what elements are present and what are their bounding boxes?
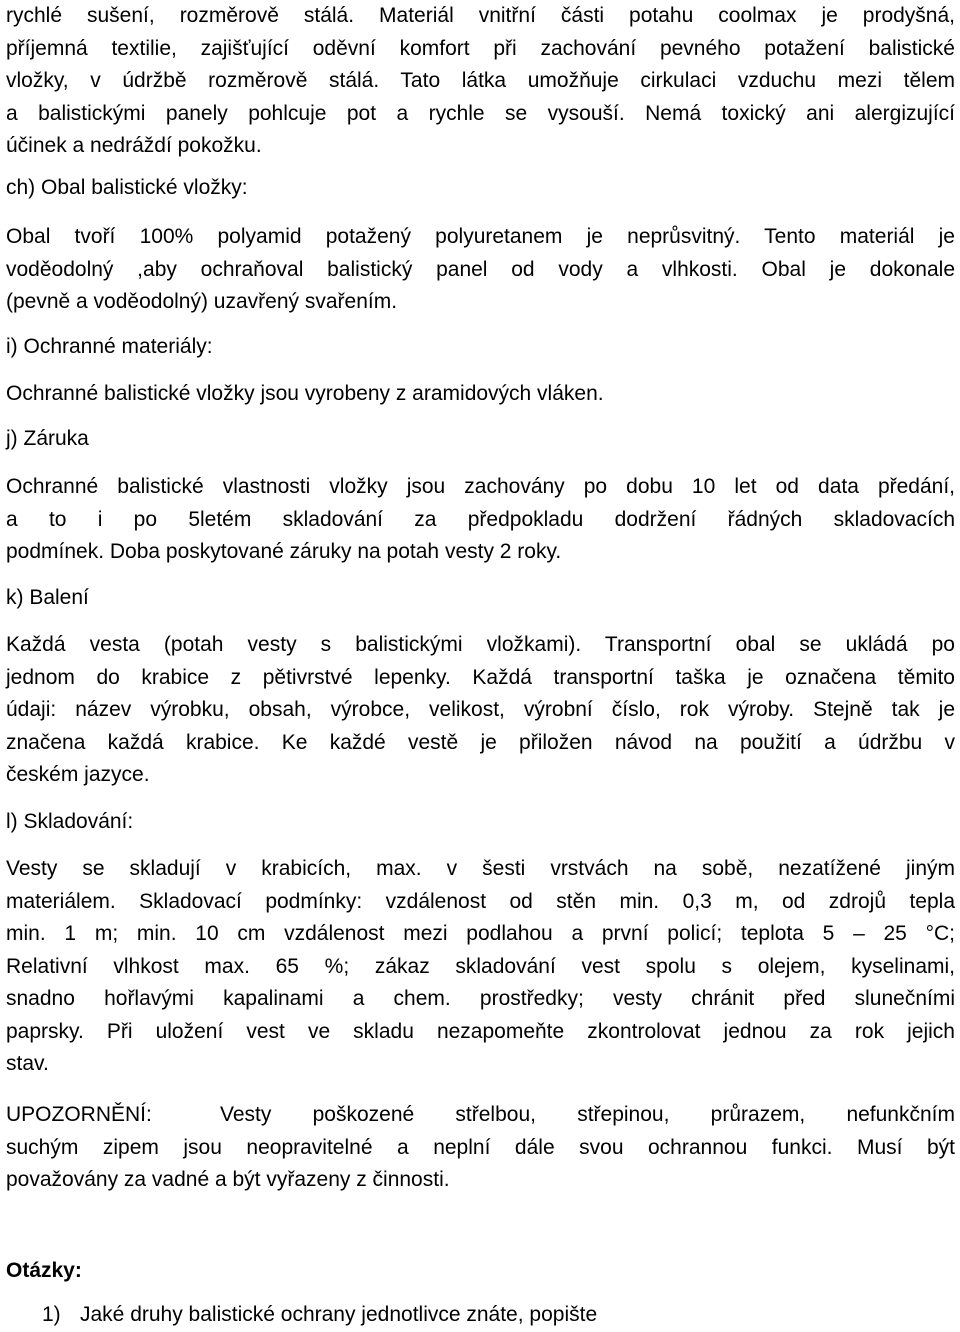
paragraph-line: (pevně a voděodolný) uzavřený svařením.	[6, 290, 398, 313]
paragraph-line: Obal tvoří 100% polyamid potažený polyuretanem je neprůsvitný. Tento materiál je	[6, 225, 955, 248]
section-heading-skladovani: l) Skladování:	[6, 810, 134, 833]
paragraph-line: vložky, v údržbě rozměrově stálá. Tato látka umožňuje cirkulaci vzduchu mezi tělem	[6, 69, 955, 92]
warning-first-text: Vesty poškozené střelbou, střepinou, průrazem, nefunkčním	[220, 1103, 955, 1126]
warning-first-line	[6, 1099, 955, 1132]
question-text: Jaké druhy balistické ochrany jednotlivce znáte, popište	[80, 1303, 598, 1326]
section-paragraph-skladovani	[6, 853, 955, 1081]
paragraph-line: Relativní vlhkost max. 65 %; zákaz skladování vest spolu s olejem, kyselinami,	[6, 954, 955, 978]
paragraph-line: značena každá krabice. Ke každé vestě je přiložen návod na použití a údržbu v	[6, 730, 955, 754]
paragraph-line: a to i po 5letém skladování za předpokladu dodržení řádných skladovacích	[6, 507, 955, 531]
paragraph-line: účinek a nedráždí pokožku.	[6, 134, 262, 157]
paragraph-line: a balistickými panely pohlcuje pot a rychle se vysouší. Nemá toxický ani alergizující	[6, 101, 955, 125]
paragraph-line: suchým zipem jsou neopravitelné a neplní dále svou ochrannou funkci. Musí být	[6, 1135, 955, 1159]
paragraph-line: podmínek. Doba poskytované záruky na potah vesty 2 roky.	[6, 540, 562, 563]
paragraph-line: českém jazyce.	[6, 763, 150, 786]
paragraph-line: považovány za vadné a být vyřazeny z činnosti.	[6, 1168, 450, 1191]
paragraph-line: Ochranné balistické vložky jsou vyrobeny z aramidových vláken.	[6, 382, 604, 405]
paragraph-line: údaji: název výrobku, obsah, výrobce, velikost, výrobní číslo, rok výroby. Stejně tak je	[6, 698, 955, 721]
paragraph-line: příjemná textilie, zajišťující oděvní komfort při zachování pevného potažení balistické	[6, 36, 955, 60]
warning-paragraph	[6, 1099, 955, 1197]
paragraph-line: paprsky. Při uložení vest ve skladu nezapomeňte zkontrolovat jednou za rok jejich	[6, 1019, 955, 1043]
questions-heading: Otázky:	[6, 1259, 82, 1282]
section-heading-baleni: k) Balení	[6, 586, 89, 609]
section-paragraph-materialy	[6, 378, 955, 411]
paragraph-line: Každá vesta (potah vesty s balistickými vložkami). Transportní obal se ukládá po	[6, 633, 955, 656]
section-heading-zaruka: j) Záruka	[6, 427, 89, 450]
section-paragraph-zaruka	[6, 471, 955, 569]
paragraph-line: materiálem. Skladovací podmínky: vzdálenost od stěn min. 0,3 m, od zdrojů tepla	[6, 889, 955, 913]
paragraph-line: voděodolný ,aby ochraňoval balistický panel od vody a vlhkosti. Obal je dokonale	[6, 257, 955, 281]
paragraph-line: Ochranné balistické vlastnosti vložky jsou zachovány po dobu 10 let od data předání,	[6, 475, 955, 498]
paragraph-line: stav.	[6, 1052, 49, 1075]
paragraph-line: Vesty se skladují v krabicích, max. v šesti vrstvách na sobě, nezatížené jiným	[6, 857, 955, 880]
section-heading-materialy: i) Ochranné materiály:	[6, 335, 213, 358]
warning-label: UPOZORNĚNÍ:	[6, 1103, 152, 1126]
intro-paragraph	[6, 0, 955, 163]
paragraph-line: rychlé sušení, rozměrově stálá. Materiál vnitřní části potahu coolmax je prodyšná,	[6, 4, 955, 27]
question-number: 1)	[42, 1303, 61, 1326]
paragraph-line: min. 1 m; min. 10 cm vzdálenost mezi podlahou a první policí; teplota 5 – 25 °C;	[6, 922, 955, 945]
paragraph-line: snadno hořlavými kapalinami a chem. prostředky; vesty chránit před slunečními	[6, 987, 955, 1010]
section-paragraph-obal	[6, 221, 955, 319]
section-paragraph-baleni	[6, 629, 955, 792]
section-heading-obal: ch) Obal balistické vložky:	[6, 176, 248, 199]
paragraph-line: jednom do krabice z pětivrstvé lepenky. Každá transportní taška je označena těmito	[6, 665, 955, 689]
